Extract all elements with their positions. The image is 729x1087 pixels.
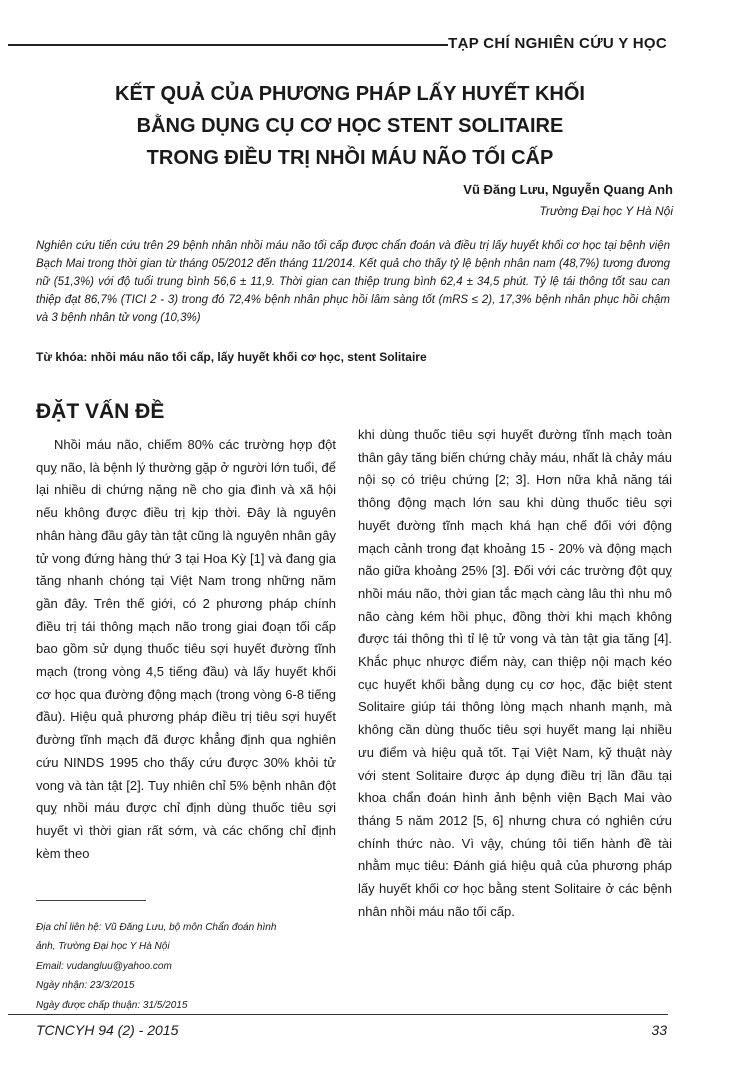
body-column-right [358, 424, 672, 923]
footnotes [36, 918, 341, 1015]
footnote-contact-cont: ảnh, Trường Đại học Y Hà Nội [36, 941, 170, 953]
footnote-rule [36, 900, 146, 901]
title-line-1: KẾT QUẢ CỦA PHƯƠNG PHÁP LẤY HUYẾT KHỐI [115, 83, 585, 105]
footer-citation: TCNCYH 94 (2) - 2015 [36, 1022, 179, 1038]
section-title: ĐẶT VẤN ĐỀ [36, 400, 165, 423]
footnote-contact: Địa chỉ liên hệ: Vũ Đăng Lưu, bộ môn Chẩn đoán hình [36, 922, 277, 933]
footnote-email: Email: vudangluu@yahoo.com [36, 960, 172, 972]
footer-rule [8, 1014, 668, 1015]
title-line-3: TRONG ĐIỀU TRỊ NHỒI MÁU NÃO TỐI CẤP [146, 147, 554, 169]
authors: Vũ Đăng Lưu, Nguyễn Quang Anh [463, 182, 673, 197]
body-column-left [36, 434, 336, 865]
footnote-accepted: Ngày được chấp thuận: 31/5/2015 [36, 999, 188, 1011]
article-title [40, 78, 660, 174]
keywords: Từ khóa: nhồi máu não tối cấp, lấy huyết khối cơ học, stent Solitaire [36, 350, 427, 364]
title-line-2: BẰNG DỤNG CỤ CƠ HỌC STENT SOLITAIRE [136, 115, 564, 137]
affiliation: Trường Đại học Y Hà Nội [539, 204, 673, 218]
header-rule [8, 44, 448, 46]
page-number: 33 [651, 1022, 667, 1038]
journal-name: TẠP CHÍ NGHIÊN CỨU Y HỌC [448, 35, 667, 52]
body-paragraph-right: khi dùng thuốc tiêu sợi huyết đường tĩnh mạch toàn thân gây tăng biến chứng chảy máu, nhất là chảy máu nội sọ có triệu chứng [2; 3]. Hơn nữa khả năng tái thông động mạch lớn sau khi dùng thuốc tiêu sợi huyết đường tĩnh mạch khá hạn chế đối với động mạch cảnh trong đạt khoảng 15 - 20% và động mạch não giữa khoảng 25% [3]. Đối với các trường đột quỵ nhồi máu não, thời gian tắc mạch càng lâu thì nhu mô não càng kém hồi phục, đồng thời khi mạch không được tái thông thì tỉ lệ tử vong và tàn tật gia tăng [4]. Khắc phục nhược điểm này, can thiệp nội mạch kéo cục huyết khối bằng dụng cụ cơ học, đặc biệt stent Solitaire giúp tái thông lòng mạch nhanh mạnh, mà không cần dùng thuốc tiêu sợi huyết mang lại nhiều ưu điểm và hiệu quả tốt. Tại Việt Nam, kỹ thuật này với stent Solitaire được áp dụng điều trị lần đầu tại khoa chẩn đoán hình ảnh bệnh viện Bạch Mai vào tháng 5 năm 2012 [5, 6] nhưng chưa có nghiên cứu chính thức nào. Vì vậy, chúng tôi tiến hành đề tài nhằm mục tiêu: Đánh giá hiệu quả của phương pháp lấy huyết khối cơ học bằng stent Solitaire ở các bệnh nhân nhồi máu não tối cấp. [358, 427, 672, 919]
footnote-received: Ngày nhận: 23/3/2015 [36, 980, 135, 992]
body-paragraph-left: Nhồi máu não, chiếm 80% các trường hợp đột quỵ não, là bệnh lý thường gặp ở người lớn tuổi, để lại nhiều di chứng nặng nề cho gia đình và xã hội nếu không được điều trị kịp thời. Đây là nguyên nhân hàng đầu gây tàn tật cũng là nguyên nhân gây tử vong đứng hàng thứ 3 tại Hoa Kỳ [1] và đang gia tăng nhanh chóng tại Việt Nam trong những năm gần đây. Trên thế giới, có 2 phương pháp chính điều trị tái thông mạch não trong giai đoạn tối cấp bao gồm sử dụng thuốc tiêu sợi huyết đường tĩnh mạch (trong vòng 4,5 tiếng đầu) và lấy huyết khối cơ học qua đường động mạch (trong vòng 6-8 tiếng đầu). Hiệu quả phương pháp điều trị tiêu sợi huyết đường tĩnh mạch đã được khẳng định qua nghiên cứu NINDS 1995 cho thấy cứu được 30% khỏi tử vong và tàn tật [2]. Tuy nhiên chỉ 5% bệnh nhân đột quỵ nhồi máu được chỉ định dùng thuốc tiêu sợi huyết vì thời gian rất sớm, và các chống chỉ định kèm theo [36, 437, 336, 861]
abstract: Nghiên cứu tiến cứu trên 29 bệnh nhân nhồi máu não tối cấp được chẩn đoán và điều trị lấy huyết khối cơ học tại bệnh viện Bạch Mai trong thời gian từ tháng 05/2012 đến tháng 11/2014. Kết quả cho thấy tỷ lệ bệnh nhân nam (48,7%) tương đương nữ (51,3%) với độ tuổi trung bình 56,6 ± 11,9. Thời gian can thiệp trung bình 62,4 ± 34,5 phút. Tỷ lệ tái thông tốt sau can thiệp đạt 86,7% (TICI 2 - 3) trong đó 72,4% bệnh nhân phục hồi lâm sàng tốt (mRS ≤ 2), 17,3% bệnh nhân phục hồi chậm và 3 bệnh nhân tử vong (10,3%) [36, 240, 670, 324]
